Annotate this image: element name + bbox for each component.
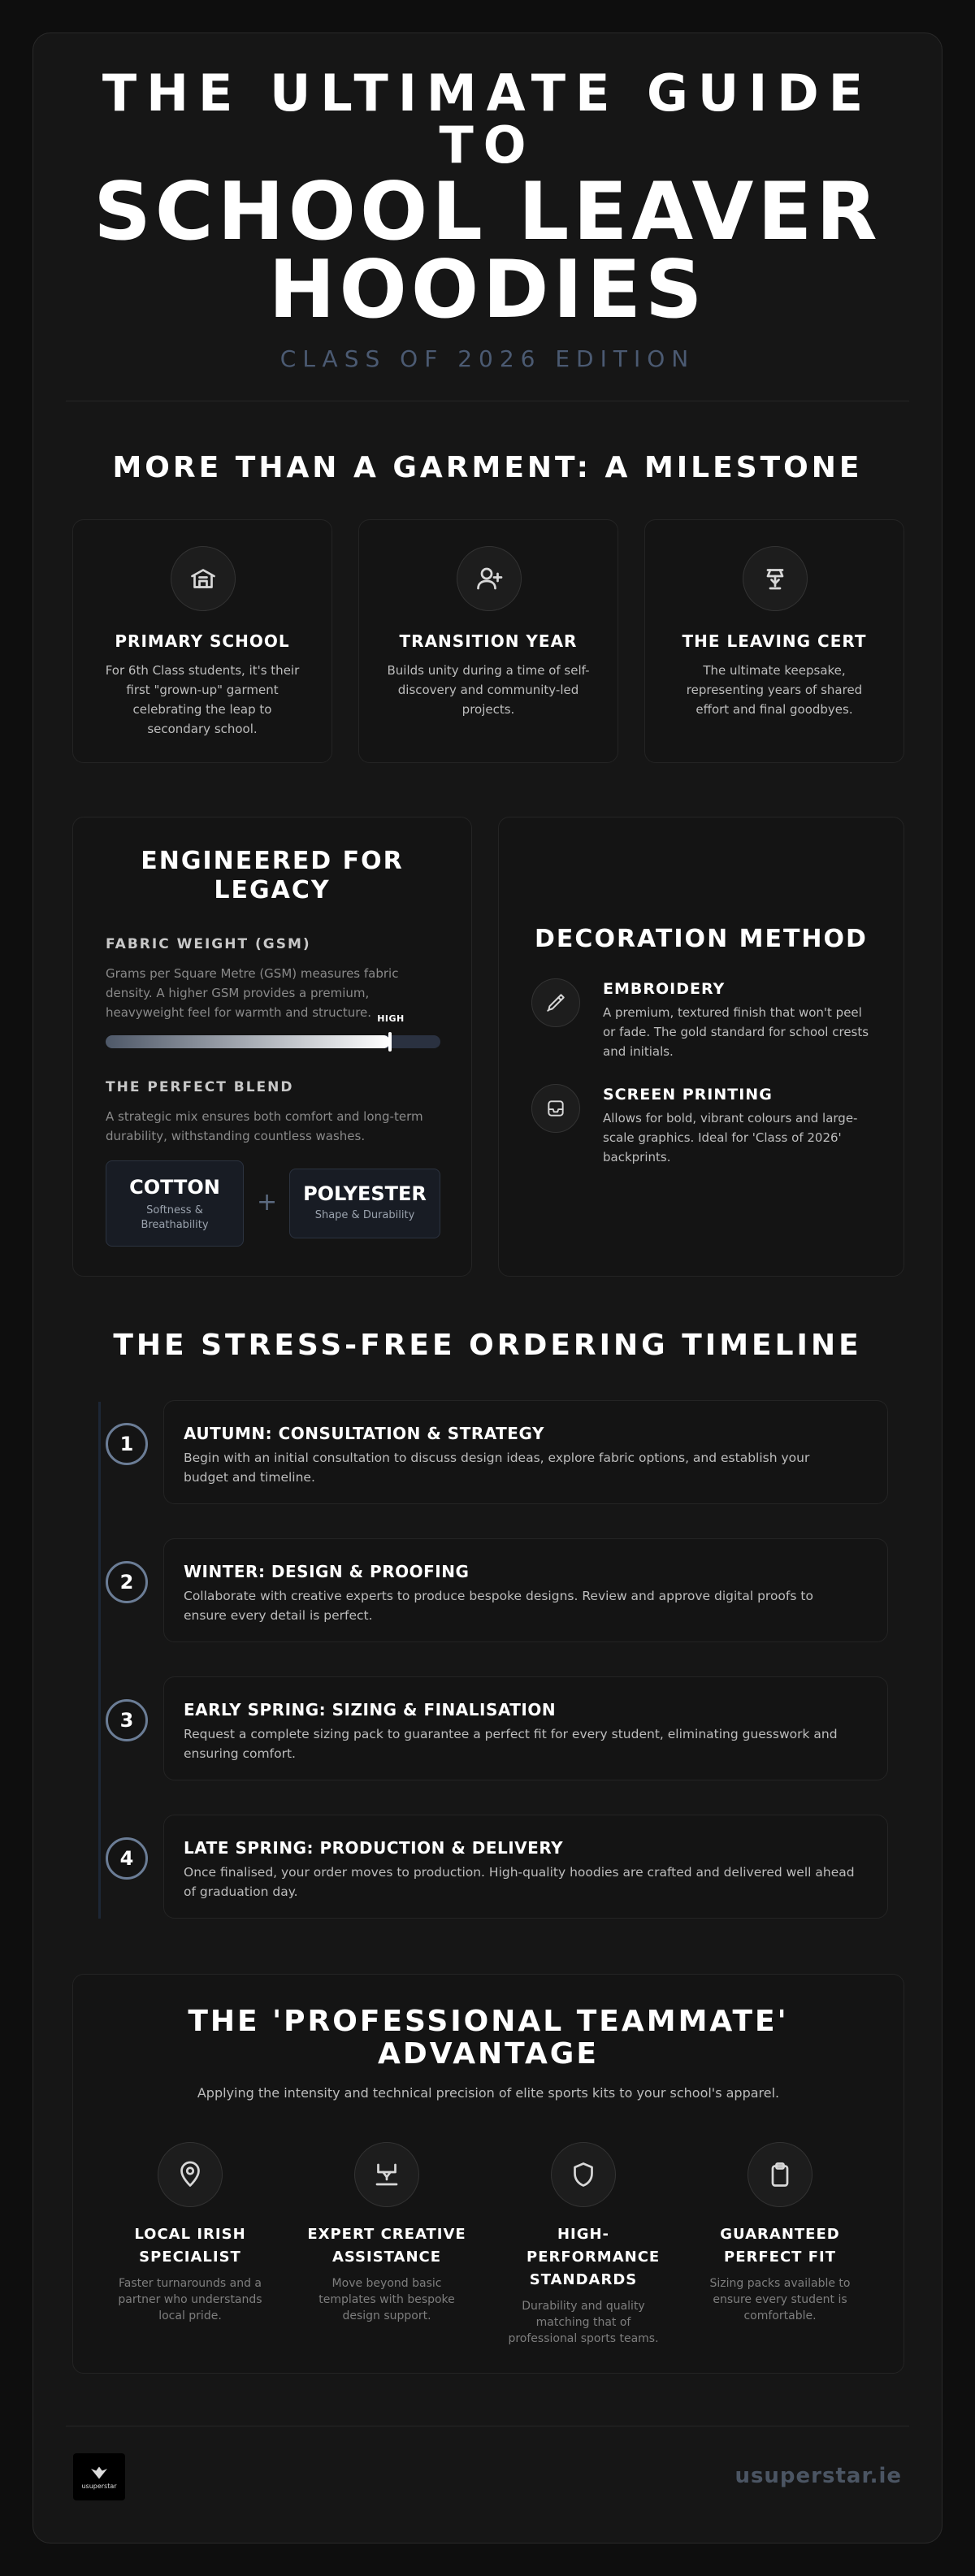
graduation-lamp-icon — [743, 546, 808, 611]
blend-heading: THE PERFECT BLEND — [106, 1079, 294, 1095]
guide-title-line2: TO — [439, 115, 536, 175]
milestone-card-text: The ultimate keepsake, representing years of shared effort and final goodbyes. — [686, 663, 863, 717]
engineered-title-line1: ENGINEERED FOR — [141, 847, 404, 875]
milestone-card-text: Builds unity during a time of self-discovery and community-led projects. — [387, 663, 590, 717]
user-plus-icon — [457, 546, 522, 611]
gsm-heading: FABRIC WEIGHT (GSM) — [106, 936, 311, 952]
blend-plus: + — [257, 1188, 278, 1216]
gsm-marker — [388, 1032, 392, 1052]
advantage-name: EXPERT CREATIVE ASSISTANCE — [307, 2226, 466, 2266]
step-title: EARLY SPRING: SIZING & FINALISATION — [184, 1700, 557, 1720]
timeline-step-1 — [163, 1400, 888, 1504]
blend-polyester-box — [289, 1169, 440, 1238]
advantage-title — [73, 2006, 904, 2071]
edition-subtitle: CLASS OF 2026 EDITION — [280, 345, 696, 372]
step-title: LATE SPRING: PRODUCTION & DELIVERY — [184, 1838, 564, 1858]
blend-polyester-desc: Shape & Durability — [314, 1209, 415, 1221]
logo-wordmark: usuperstar — [81, 2482, 117, 2490]
method-screen-printing-text: Allows for bold, vibrant colours and large-scale graphics. Ideal for 'Class of 2026' backprints. — [603, 1111, 858, 1164]
blend-cotton-box — [106, 1160, 244, 1247]
advantage-desc: Faster turnarounds and a partner who understands local pride. — [118, 2277, 262, 2322]
timeline-step-2 — [163, 1538, 888, 1642]
timeline-step-3 — [163, 1676, 888, 1780]
step-number: 2 — [106, 1561, 148, 1603]
milestone-card-text: For 6th Class students, it's their first "grown-up" garment celebrating the leap to secondary school. — [105, 663, 300, 736]
step-text: Once finalised, your order moves to production. High-quality hoodies are crafted and delivered well ahead of graduation day. — [184, 1865, 855, 1899]
advantage-desc: Durability and quality matching that of professional sports teams. — [508, 2300, 659, 2345]
step-text: Begin with an initial consultation to discuss design ideas, explore fabric options, and establish your budget and timeline. — [184, 1451, 810, 1485]
step-number: 1 — [106, 1423, 148, 1465]
timeline-title: THE STRESS-FREE ORDERING TIMELINE — [113, 1329, 862, 1362]
pen-tool-icon — [354, 2142, 419, 2207]
guide-title — [33, 63, 942, 175]
step-text: Collaborate with creative experts to produce bespoke designs. Review and approve digital proofs to ensure every detail is perfect. — [184, 1589, 813, 1623]
main-title-line1: SCHOOL LEAVER — [93, 166, 882, 258]
milestone-card-primary — [72, 519, 332, 763]
gsm-level-label: HIGH — [377, 1013, 405, 1024]
clipboard-icon — [748, 2142, 812, 2207]
advantage-name: GUARANTEED PERFECT FIT — [720, 2226, 840, 2266]
milestone-card-leaving-cert — [644, 519, 904, 763]
print-tray-icon — [531, 1084, 580, 1133]
blend-text: A strategic mix ensures both comfort and long-term durability, withstanding countless washes. — [106, 1109, 423, 1143]
gsm-text: Grams per Square Metre (GSM) measures fabric density. A higher GSM provides a premium, heavyweight feel for warmth and structure. — [106, 966, 399, 1020]
method-screen-printing-name: SCREEN PRINTING — [603, 1086, 773, 1104]
step-title: WINTER: DESIGN & PROOFING — [184, 1562, 470, 1581]
engineered-title — [73, 847, 471, 905]
advantage-name: LOCAL IRISH SPECIALIST — [134, 2226, 246, 2266]
advantage-desc: Move beyond basic templates with bespoke design support. — [318, 2277, 455, 2322]
timeline-line — [98, 1402, 101, 1919]
milestone-card-transition — [358, 519, 618, 763]
blend-cotton-name: COTTON — [129, 1176, 220, 1199]
engineered-card — [72, 817, 472, 1277]
milestone-card-title: THE LEAVING CERT — [682, 631, 867, 651]
milestone-title: MORE THAN A GARMENT: A MILESTONE — [112, 451, 863, 484]
step-title: AUTUMN: CONSULTATION & STRATEGY — [184, 1424, 544, 1443]
website-link[interactable]: usuperstar.ie — [734, 2464, 902, 2488]
gsm-bar-fill — [106, 1035, 390, 1048]
main-title — [33, 166, 942, 336]
guide-title-line1: THE ULTIMATE GUIDE — [102, 63, 873, 123]
decoration-card — [498, 817, 904, 1277]
method-embroidery-name: EMBROIDERY — [603, 980, 726, 998]
timeline-step-4 — [163, 1815, 888, 1919]
shield-icon — [551, 2142, 616, 2207]
advantage-subtitle: Applying the intensity and technical precision of elite sports kits to your school's apparel. — [197, 2085, 780, 2101]
blend-cotton-desc: Softness & Breathability — [141, 1204, 209, 1231]
blend-polyester-name: POLYESTER — [303, 1182, 427, 1205]
school-icon — [171, 546, 236, 611]
milestone-card-title: TRANSITION YEAR — [399, 631, 578, 651]
brand-logo[interactable] — [73, 2453, 125, 2500]
decoration-title: DECORATION METHOD — [535, 925, 868, 953]
step-number: 3 — [106, 1699, 148, 1741]
eagle-icon — [87, 2465, 111, 2481]
main-title-line2: HOODIES — [268, 244, 707, 336]
needle-icon — [531, 978, 580, 1027]
milestone-card-title: PRIMARY SCHOOL — [115, 631, 290, 651]
engineered-title-line2: LEGACY — [214, 876, 331, 904]
advantage-title-line2: ADVANTAGE — [378, 2037, 599, 2071]
advantage-name: HIGH-PERFORMANCE STANDARDS — [526, 2226, 661, 2288]
step-number: 4 — [106, 1837, 148, 1880]
advantage-title-line1: THE 'PROFESSIONAL TEAMMATE' — [188, 2005, 789, 2038]
advantage-desc: Sizing packs available to ensure every student is comfortable. — [709, 2277, 851, 2322]
step-text: Request a complete sizing pack to guarantee a perfect fit for every student, eliminating guesswork and ensuring comfort. — [184, 1727, 838, 1761]
advantage-card — [72, 1974, 904, 2374]
infographic-page — [32, 33, 942, 2543]
map-pin-icon — [158, 2142, 223, 2207]
method-embroidery-text: A premium, textured finish that won't peel or fade. The gold standard for school crests and initials. — [603, 1005, 869, 1059]
